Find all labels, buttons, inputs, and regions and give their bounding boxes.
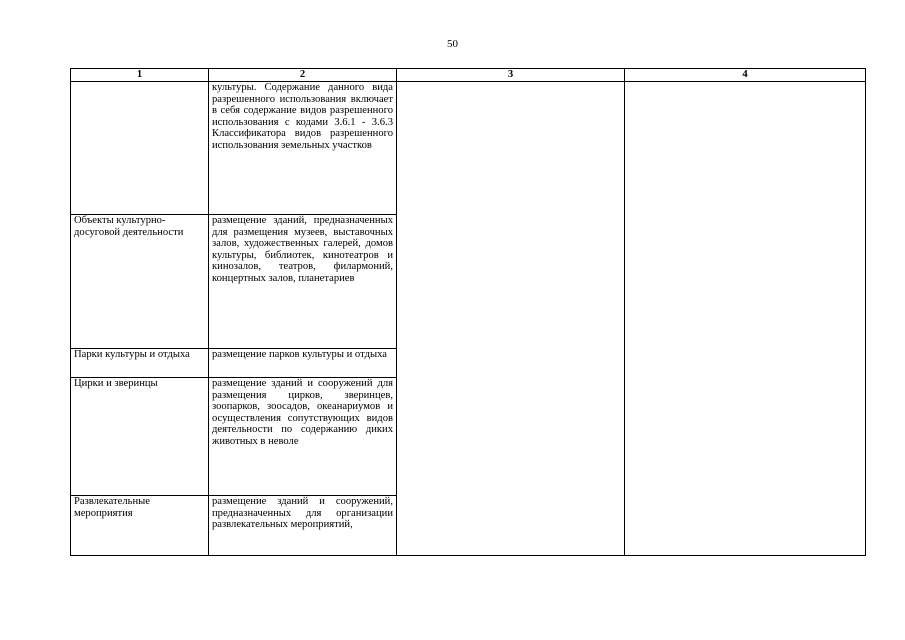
header-col-1: 1: [71, 69, 209, 82]
row-description: размещение зданий и сооружений, предназначенных для организации развлекательных мероприятий,: [209, 496, 397, 556]
row-name: Развлекательные мероприятия: [71, 496, 209, 556]
header-col-4: 4: [625, 69, 866, 82]
header-row: [71, 69, 866, 82]
row-description: культуры. Содержание данного вида разрешенного использования включает в себя содержание видов разрешенного использования с кодами 3.6.1 - 3.6.3 Классификатора видов разрешенного использования земельных участков: [209, 82, 397, 215]
zoning-table: [70, 68, 866, 556]
row-description: размещение парков культуры и отдыха: [209, 349, 397, 378]
page-number: 50: [447, 38, 458, 50]
row-description: размещение зданий и сооружений для размещения цирков, зверинцев, зоопарков, зоосадов, океанариумов и осуществления сопутствующих видов деятельности по содержанию диких животных в неволе: [209, 378, 397, 496]
row-name: [71, 82, 209, 215]
header-col-3: 3: [397, 69, 625, 82]
row-name: Цирки и зверинцы: [71, 378, 209, 496]
row-name: Парки культуры и отдыха: [71, 349, 209, 378]
header-col-2: 2: [209, 69, 397, 82]
empty-cell-col-4: [625, 82, 866, 556]
row-name: Объекты культурно-досуговой деятельности: [71, 215, 209, 349]
row-description: размещение зданий, предназначенных для размещения музеев, выставочных залов, художественных галерей, домов культуры, библиотек, кинотеатров и кинозалов, театров, филармоний, концертных залов, планетариев: [209, 215, 397, 349]
empty-cell-col-3: [397, 82, 625, 556]
table-row: [71, 82, 866, 215]
